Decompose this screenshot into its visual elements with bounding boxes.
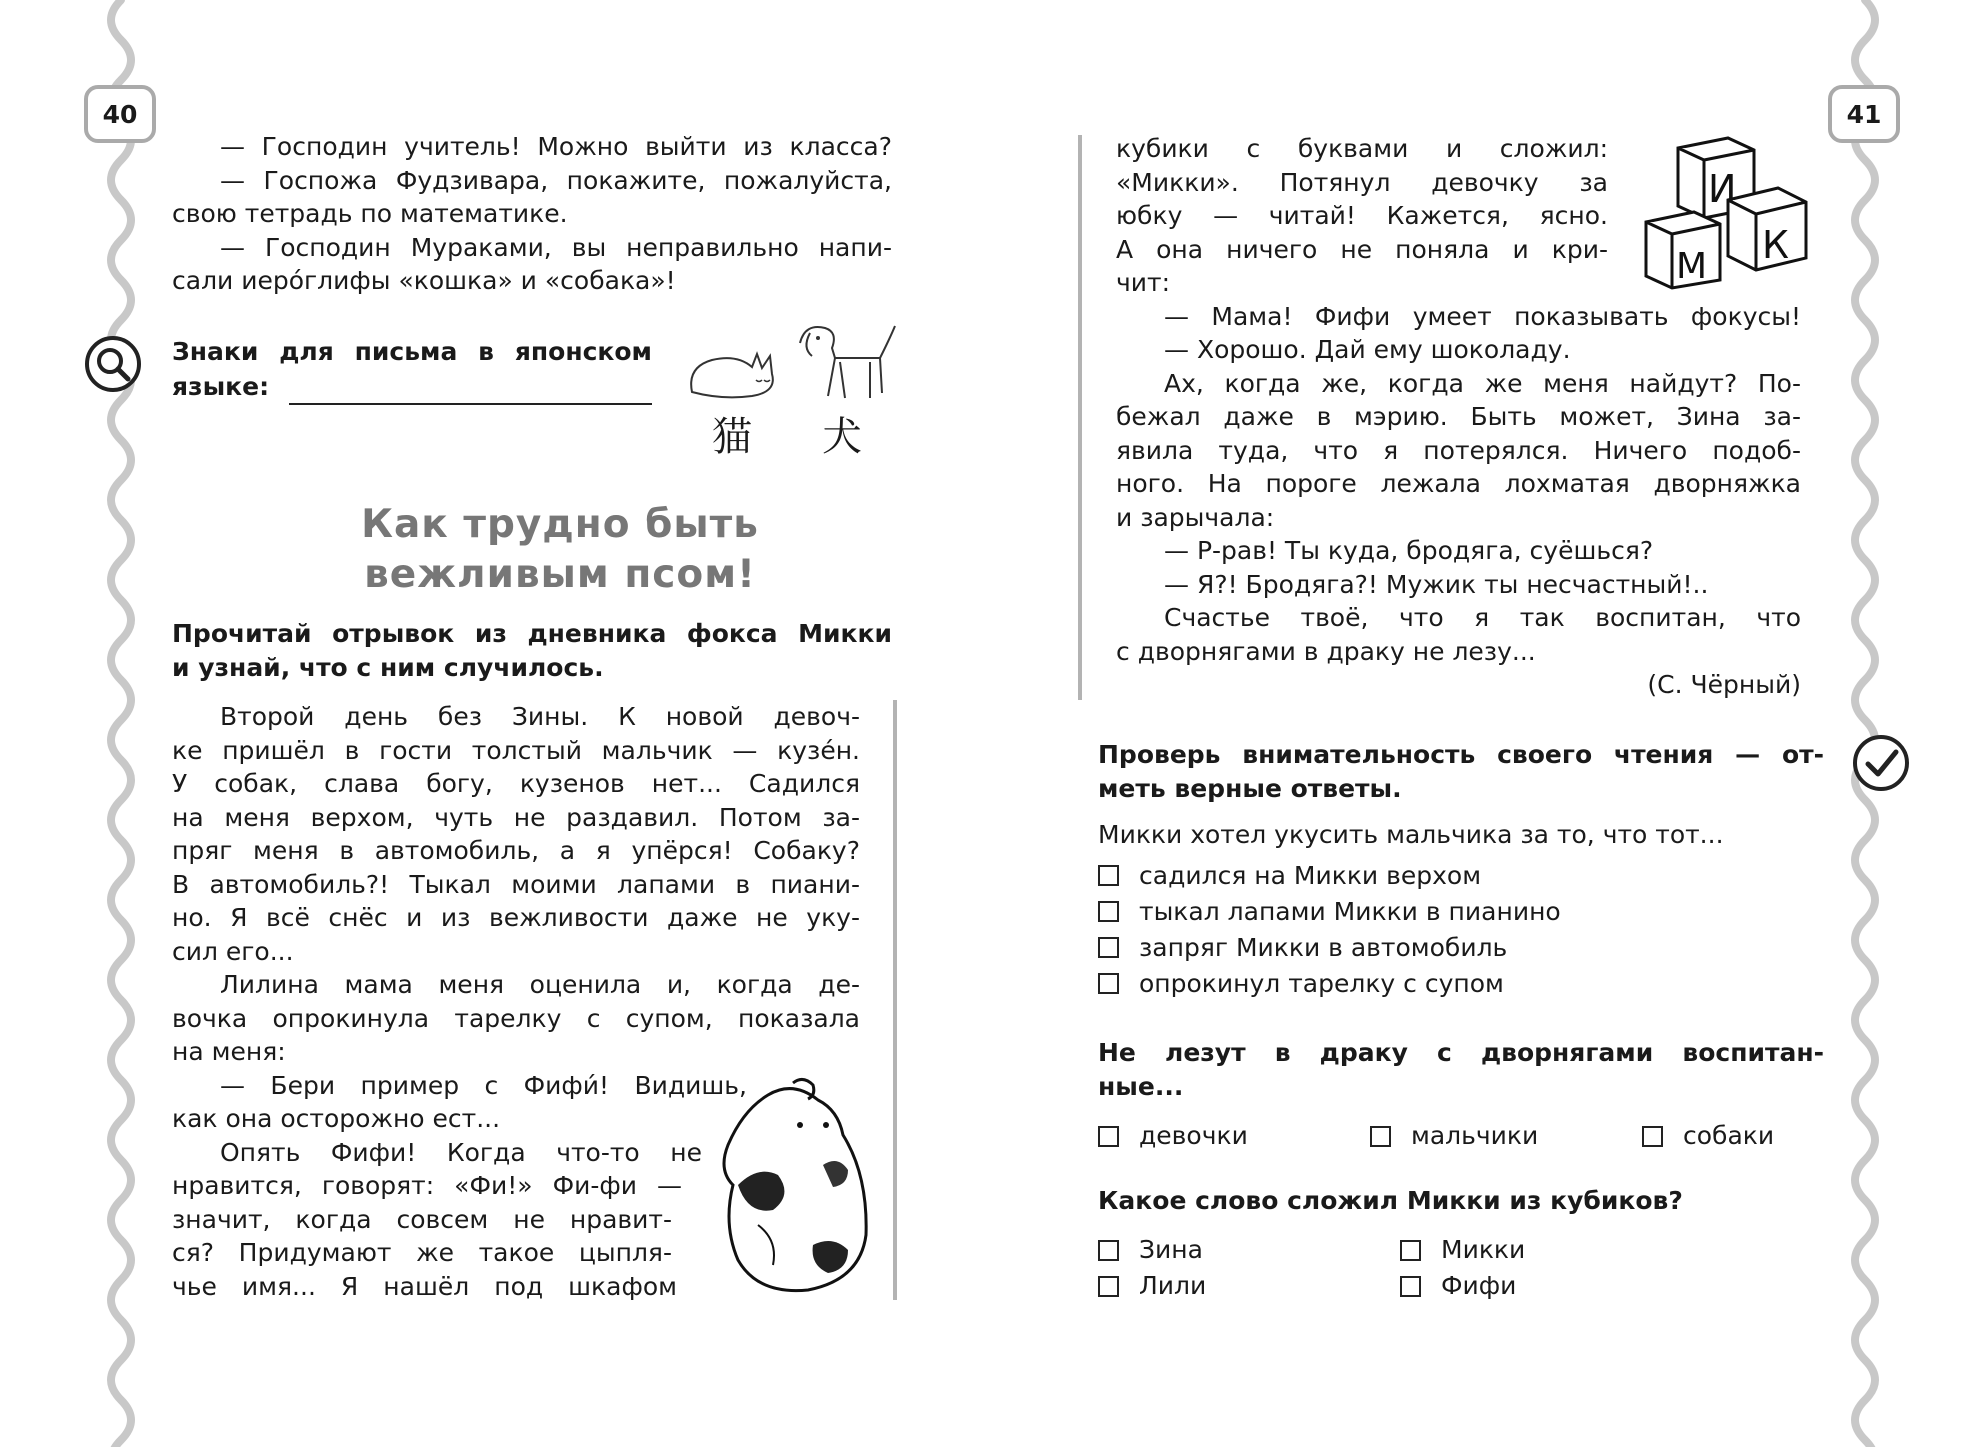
- story-line: значит, когда совсем не нравит-: [172, 1204, 672, 1234]
- story-line: «Микки». Потянул девочку за: [1116, 167, 1608, 197]
- question-1: [1098, 818, 1824, 1002]
- checkbox[interactable]: [1370, 1126, 1391, 1147]
- title-line: вежливым псом!: [364, 552, 756, 597]
- checkbox[interactable]: [1098, 865, 1119, 886]
- block-letter-m: М: [1676, 246, 1708, 287]
- question-2-line: Не лезут в драку с дворнягами воспитан-: [1098, 1038, 1824, 1067]
- checkbox[interactable]: [1098, 937, 1119, 958]
- answer-option[interactable]: [1098, 1118, 1370, 1154]
- sleeping-cat-illustration: [682, 342, 782, 402]
- checkbox[interactable]: [1642, 1126, 1663, 1147]
- story-line: У собак, слава богу, кузенов нет... Садился: [172, 769, 860, 798]
- story-line: чье имя... Я нашёл под шкафом: [172, 1271, 677, 1301]
- check-line: Проверь внимательность своего чтения — от-: [1098, 740, 1824, 769]
- option-label: запряг Микки в автомобиль: [1139, 932, 1508, 962]
- question-2: [1098, 1036, 1824, 1103]
- question-2-options: [1098, 1118, 1824, 1154]
- answer-option[interactable]: [1098, 966, 1824, 1002]
- magnifier-icon: [84, 335, 142, 393]
- checkmark-icon: [1852, 734, 1910, 792]
- answer-option[interactable]: [1400, 1268, 1558, 1304]
- instruction-line: и узнай, что с ним случилось.: [172, 652, 604, 682]
- story-line: на меня:: [172, 1037, 286, 1066]
- right-wavy-border: [1840, 0, 1890, 1447]
- story-left-bar: [893, 700, 897, 1300]
- check-instruction: [1098, 738, 1824, 805]
- dialog-line: свою тетрадь по математике.: [172, 199, 568, 228]
- option-label: садился на Микки верхом: [1139, 860, 1482, 890]
- story-line: пряг меня в автомобиль, а я упёрся! Собаку?: [172, 836, 860, 865]
- story-line: сил его...: [172, 936, 294, 966]
- story-author: (С. Чёрный): [1647, 670, 1801, 699]
- story-line: бежал даже в мэрию. Быть может, Зина за-: [1116, 402, 1801, 431]
- option-label: Фифи: [1441, 1271, 1517, 1300]
- answer-option[interactable]: [1370, 1118, 1642, 1154]
- story-line: — Р-рав! Ты куда, бродяга, суёшься?: [1164, 536, 1654, 565]
- story-line: нравится, говорят: «Фи!» Фи-фи —: [172, 1171, 682, 1200]
- story-line: и зарычала:: [1116, 502, 1275, 532]
- answer-option[interactable]: [1098, 1268, 1400, 1304]
- answer-blank[interactable]: [289, 375, 652, 405]
- dialog-line: — Господин учитель! Можно выйти из класса?: [220, 132, 892, 161]
- option-label: Лили: [1139, 1271, 1207, 1300]
- opening-dialog: [172, 130, 892, 298]
- story-line: — Хорошо. Дай ему шоколаду.: [1164, 335, 1571, 364]
- story-line: явила туда, что я потерялся. Ничего подоб-: [1116, 435, 1801, 465]
- story-line: юбку — читай! Кажется, ясно.: [1116, 201, 1608, 230]
- story-line: Ах, когда же, когда же меня найдут? По-: [1164, 368, 1801, 398]
- dog-sketch-illustration: [698, 1075, 878, 1300]
- story-line: ного. На пороге лежала лохматая дворняжка: [1116, 469, 1801, 498]
- question-3-options: [1098, 1232, 1558, 1304]
- story-line: Опять Фифи! Когда что-то не: [220, 1137, 702, 1167]
- story-line: — Бери пример с Фифи́! Видишь,: [220, 1070, 747, 1100]
- left-wavy-border: [96, 0, 146, 1447]
- dialog-line: — Господин Мураками, вы неправильно напи-: [220, 232, 892, 262]
- check-line: меть верные ответы.: [1098, 773, 1402, 803]
- story-line: Лилина мама меня оценила и, когда де-: [220, 970, 860, 999]
- story-line: — Мама! Фифи умеет показывать фокусы!: [1164, 301, 1801, 331]
- option-label: собаки: [1683, 1121, 1775, 1150]
- reading-instruction: [172, 617, 892, 684]
- instruction-line: Прочитай отрывок из дневника фокса Микки: [172, 619, 892, 648]
- question-3-text: Какое слово сложил Микки из кубиков?: [1098, 1186, 1683, 1215]
- story-title: [300, 500, 820, 600]
- story-line: вочка опрокинула тарелку с супом, показала: [172, 1003, 860, 1033]
- option-label: тыкал лапами Микки в пианино: [1139, 896, 1561, 926]
- signs-task-line1: Знаки для письма в японском: [172, 337, 652, 366]
- question-2-line: ные...: [1098, 1071, 1184, 1101]
- answer-option[interactable]: [1098, 858, 1824, 894]
- story-line: но. Я всё снёс и из вежливости даже не уку-: [172, 903, 860, 932]
- question-1-text: Микки хотел укусить мальчика за то, что тот...: [1098, 820, 1724, 849]
- checkbox[interactable]: [1400, 1276, 1421, 1297]
- story-line: кубики с буквами и сложил:: [1116, 134, 1608, 163]
- story-line: ся? Придумают же такое цыпля-: [172, 1238, 672, 1267]
- story-line: Счастье твоё, что я так воспитан, что: [1164, 603, 1801, 632]
- story-line: А она ничего не поняла и кри-: [1116, 234, 1608, 264]
- option-label: опрокинул тарелку с супом: [1139, 968, 1504, 998]
- option-label: Зина: [1139, 1235, 1203, 1264]
- signs-task: [172, 335, 652, 405]
- letter-blocks-illustration: [1636, 130, 1816, 290]
- page-number-left: 40: [84, 85, 156, 143]
- story-right-bar: [1078, 135, 1082, 700]
- checkbox[interactable]: [1098, 1240, 1119, 1261]
- answer-option[interactable]: [1098, 930, 1824, 966]
- answer-option[interactable]: [1400, 1232, 1558, 1268]
- page-number-right: 41: [1828, 85, 1900, 143]
- hieroglyph-dog: 犬: [822, 414, 862, 460]
- checkbox[interactable]: [1098, 1276, 1119, 1297]
- story-line: В автомобиль?! Тыкал моими лапами в пиани-: [172, 869, 860, 899]
- story-line: с дворнягами в драку не лезу...: [1116, 636, 1536, 666]
- hieroglyph-cat: 猫: [712, 414, 752, 460]
- story-line: Второй день без Зины. К новой девоч-: [220, 702, 860, 731]
- story-line: ке пришёл в гости толстый мальчик — кузе́н.: [172, 735, 860, 765]
- checkbox[interactable]: [1098, 1126, 1119, 1147]
- checkbox[interactable]: [1098, 973, 1119, 994]
- story-line: как она осторожно ест...: [172, 1104, 501, 1133]
- block-letter-k: К: [1762, 223, 1789, 267]
- option-label: мальчики: [1411, 1121, 1539, 1150]
- answer-option[interactable]: [1098, 1232, 1400, 1268]
- answer-option[interactable]: [1642, 1118, 1774, 1154]
- answer-option[interactable]: [1098, 894, 1824, 930]
- story-line: на меня верхом, чуть не раздавил. Потом за-: [172, 802, 860, 832]
- dog-illustration: [790, 318, 902, 408]
- title-line: Как трудно быть: [361, 502, 759, 547]
- block-letter-i: И: [1708, 167, 1737, 211]
- option-label: Микки: [1441, 1235, 1526, 1264]
- dialog-line: сали иеро́глифы «кошка» и «собака»!: [172, 266, 676, 295]
- checkbox[interactable]: [1400, 1240, 1421, 1261]
- signs-task-line2: языке:: [172, 371, 270, 401]
- dialog-line: — Госпожа Фудзивара, покажите, пожалуйста,: [220, 165, 892, 195]
- option-label: девочки: [1139, 1121, 1248, 1150]
- story-line: чит:: [1116, 268, 1171, 297]
- checkbox[interactable]: [1098, 901, 1119, 922]
- story-line: — Я?! Бродяга?! Мужик ты несчастный!..: [1164, 569, 1709, 599]
